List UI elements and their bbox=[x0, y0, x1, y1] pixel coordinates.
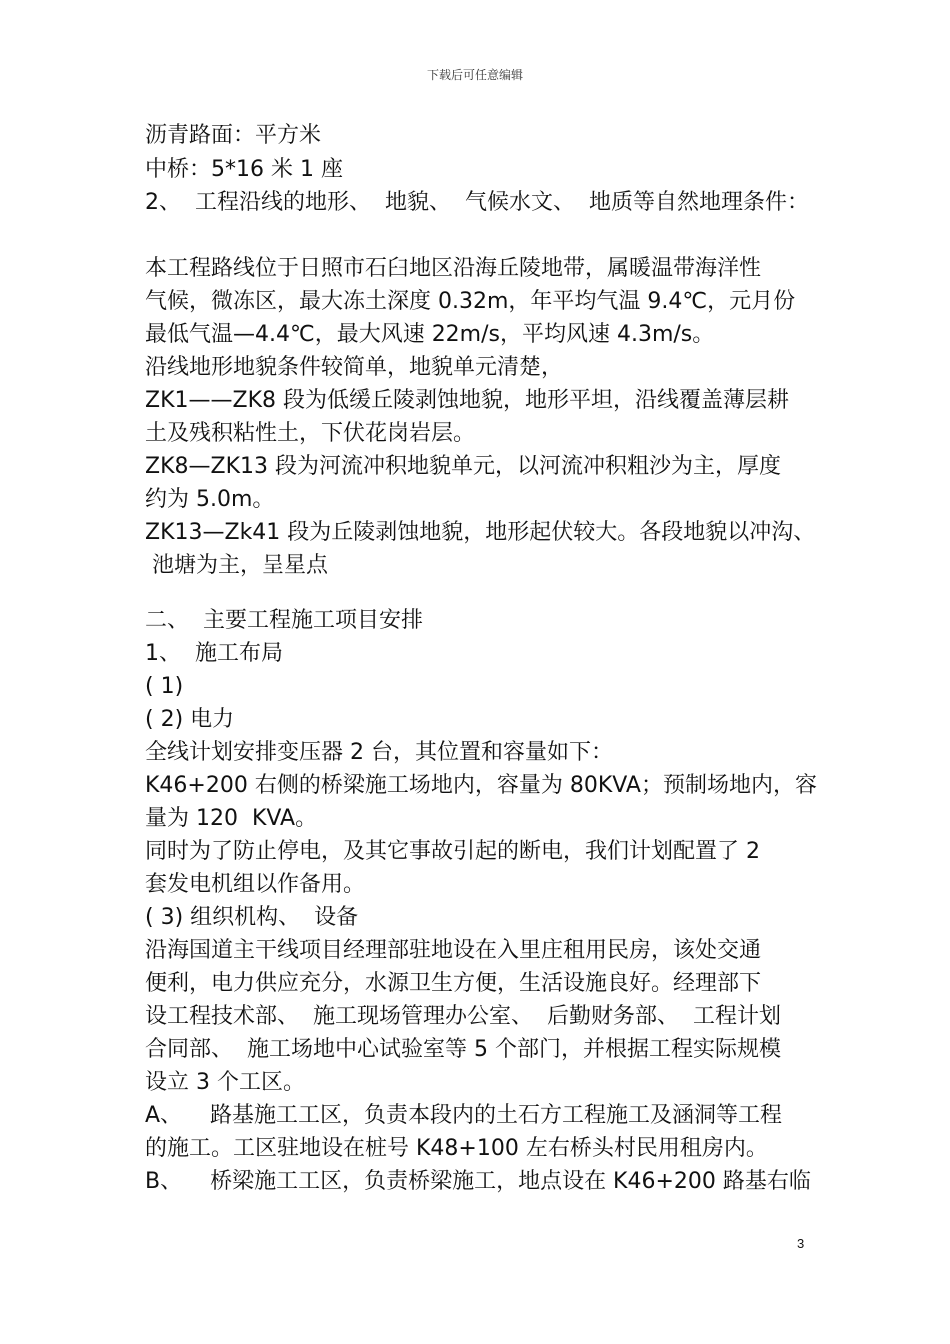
text-line: K46+200 右侧的桥梁施工场地内，容量为 80KVA；预制场地内，容 bbox=[145, 773, 817, 798]
text-line: ZK1——ZK8 段为低缓丘陵剥蚀地貌，地形平坦，沿线覆盖薄层耕 bbox=[145, 388, 789, 413]
text-line: 最低气温—4.4℃，最大风速 22m/s，平均风速 4.3m/s。 bbox=[145, 322, 715, 347]
text-line: 量为 120 KVA。 bbox=[145, 806, 318, 831]
text-line: 土及残积粘性土，下伏花岗岩层。 bbox=[145, 421, 476, 446]
text-line: ( 1) bbox=[145, 674, 184, 699]
text-line: 本工程路线位于日照市石臼地区沿海丘陵地带，属暖温带海洋性 bbox=[145, 256, 762, 281]
text-line: ( 3) 组织机构、 设备 bbox=[145, 905, 359, 930]
text-line: 中桥：5*16 米 1 座 bbox=[145, 157, 343, 182]
text-line: 同时为了防止停电，及其它事故引起的断电，我们计划配置了 2 bbox=[145, 839, 760, 864]
text-line: 设立 3 个工区。 bbox=[145, 1070, 305, 1095]
text-line: 沿海国道主干线项目经理部驻地设在入里庄租用民房，该处交通 bbox=[145, 938, 762, 963]
text-line: 套发电机组以作备用。 bbox=[145, 872, 366, 897]
page-header: 下载后可任意编辑 bbox=[426, 68, 523, 82]
page-number: 3 bbox=[797, 1236, 805, 1251]
section-heading: 二、 主要工程施工项目安排 bbox=[145, 608, 423, 633]
text-line: 约为 5.0m。 bbox=[145, 487, 275, 512]
text-line: 池塘为主，呈星点 bbox=[145, 553, 328, 578]
text-line: ( 2) 电力 bbox=[145, 707, 235, 732]
text-line: 沿线地形地貌条件较简单，地貌单元清楚， bbox=[145, 355, 564, 380]
text-line: A、 路基施工工区，负责本段内的土石方工程施工及涵洞等工程 bbox=[145, 1103, 783, 1128]
text-line: 便利，电力供应充分，水源卫生方便，生活设施良好。经理部下 bbox=[145, 971, 762, 996]
text-line: B、 桥梁施工工区，负责桥梁施工，地点设在 K46+200 路基右临 bbox=[145, 1169, 811, 1194]
text-line: 气候，微冻区，最大冻土深度 0.32m，年平均气温 9.4℃，元月份 bbox=[145, 289, 796, 314]
text-line: 设工程技术部、 施工现场管理办公室、 后勤财务部、 工程计划 bbox=[145, 1004, 781, 1029]
text-line: 沥青路面：平方米 bbox=[145, 123, 322, 148]
subsection-heading: 1、 施工布局 bbox=[145, 641, 283, 666]
text-line: 的施工。工区驻地设在桩号 K48+100 左右桥头村民用租房内。 bbox=[145, 1136, 768, 1161]
text-line: 全线计划安排变压器 2 台，其位置和容量如下： bbox=[145, 740, 613, 765]
text-line: 合同部、 施工场地中心试验室等 5 个部门，并根据工程实际规模 bbox=[145, 1037, 781, 1062]
text-line: 2、 工程沿线的地形、 地貌、 气候水文、 地质等自然地理条件： bbox=[145, 190, 809, 215]
text-line: ZK13—Zk41 段为丘陵剥蚀地貌，地形起伏较大。各段地貌以冲沟、 bbox=[145, 520, 816, 545]
text-line: ZK8—ZK13 段为河流冲积地貌单元，以河流冲积粗沙为主，厚度 bbox=[145, 454, 781, 479]
